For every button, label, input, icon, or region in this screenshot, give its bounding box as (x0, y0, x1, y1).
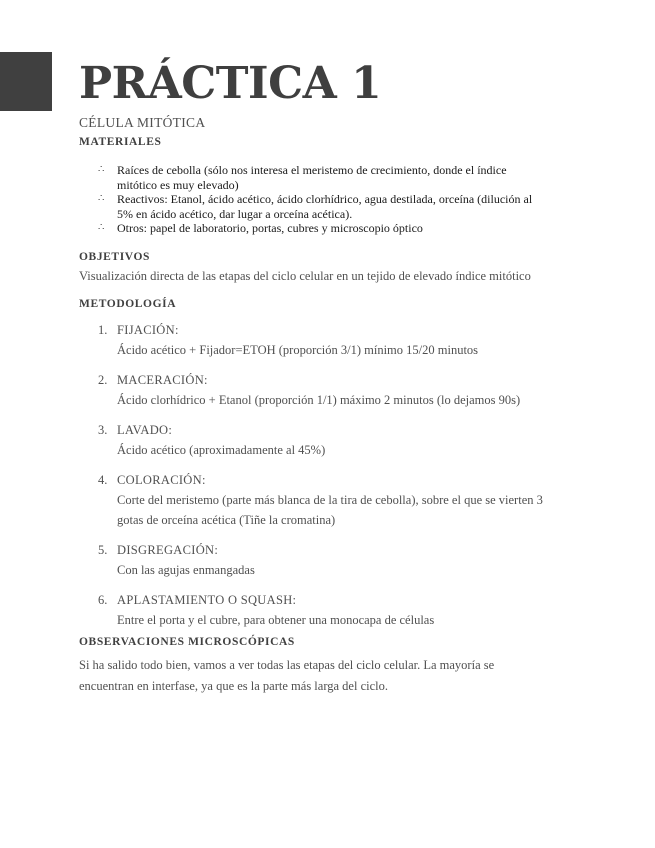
step-title: LAVADO: (117, 423, 173, 437)
therefore-bullet-icon: ∴ (98, 222, 105, 233)
step-description: Entre el porta y el cubre, para obtener una monocapa de células (117, 613, 435, 627)
methodology-heading: METODOLOGÍA (79, 298, 177, 310)
step-title: MACERACIÓN: (117, 373, 208, 387)
list-item-text: Reactivos: Etanol, ácido acético, ácido clorhídrico, agua destilada, orceína (dilución al 5% en ácido acético, dar lugar a orceína acética). (117, 192, 533, 221)
step-description: Con las agujas enmangadas (117, 563, 255, 577)
observations-heading: OBSERVACIONES MICROSCÓPICAS (79, 636, 295, 648)
methodology-steps (79, 320, 549, 630)
materials-list (79, 163, 549, 236)
objectives-text: Visualización directa de las etapas del ciclo celular en un tejido de elevado índice mitótico (79, 268, 531, 283)
step-title: APLASTAMIENTO O SQUASH: (117, 593, 297, 607)
step-description: Ácido acético + Fijador=ETOH (proporción 3/1) mínimo 15/20 minutos (117, 343, 479, 357)
methodology-step (79, 590, 549, 630)
therefore-bullet-icon: ∴ (98, 193, 105, 204)
side-tab-decoration (0, 52, 52, 111)
step-description: Ácido clorhídrico + Etanol (proporción 1/1) máximo 2 minutos (lo dejamos 90s) (117, 393, 521, 407)
methodology-step (79, 540, 549, 580)
list-item-text: Raíces de cebolla (sólo nos interesa el meristemo de crecimiento, donde el índice mitótico es muy elevado) (117, 163, 507, 192)
methodology-step (79, 470, 549, 530)
step-title: COLORACIÓN: (117, 473, 206, 487)
list-item-text: Otros: papel de laboratorio, portas, cubres y microscopio óptico (117, 221, 423, 235)
list-item (79, 163, 549, 192)
list-item (79, 192, 549, 221)
step-number: 2. (98, 373, 108, 387)
objectives-heading: OBJETIVOS (79, 250, 150, 263)
list-item (79, 221, 549, 236)
page-subtitle: CÉLULA MITÓTICA (79, 115, 206, 130)
materials-heading: MATERIALES (79, 136, 162, 148)
observations-text: Si ha salido todo bien, vamos a ver todas las etapas del ciclo celular. La mayoría se encuentran en interfase, ya que es la parte más larga del ciclo. (79, 658, 495, 693)
page-title: PRÁCTICA 1 (79, 58, 382, 109)
step-number: 1. (98, 323, 108, 337)
step-number: 3. (98, 423, 108, 437)
step-number: 4. (98, 473, 108, 487)
observations-section (79, 636, 549, 696)
step-number: 6. (98, 593, 108, 607)
step-title: DISGREGACIÓN: (117, 543, 219, 557)
methodology-step (79, 320, 549, 360)
document-page (79, 55, 549, 696)
objectives-section (79, 251, 549, 287)
methodology-step (79, 370, 549, 410)
materials-section (79, 136, 549, 236)
step-number: 5. (98, 543, 108, 557)
step-title: FIJACIÓN: (117, 323, 179, 337)
methodology-step (79, 420, 549, 460)
methodology-section (79, 298, 549, 630)
step-description: Ácido acético (aproximadamente al 45%) (117, 443, 326, 457)
therefore-bullet-icon: ∴ (98, 164, 105, 175)
step-description: Corte del meristemo (parte más blanca de la tira de cebolla), sobre el que se vierten 3 gotas de orceína acética (Tiñe la cromatina) (117, 493, 543, 527)
